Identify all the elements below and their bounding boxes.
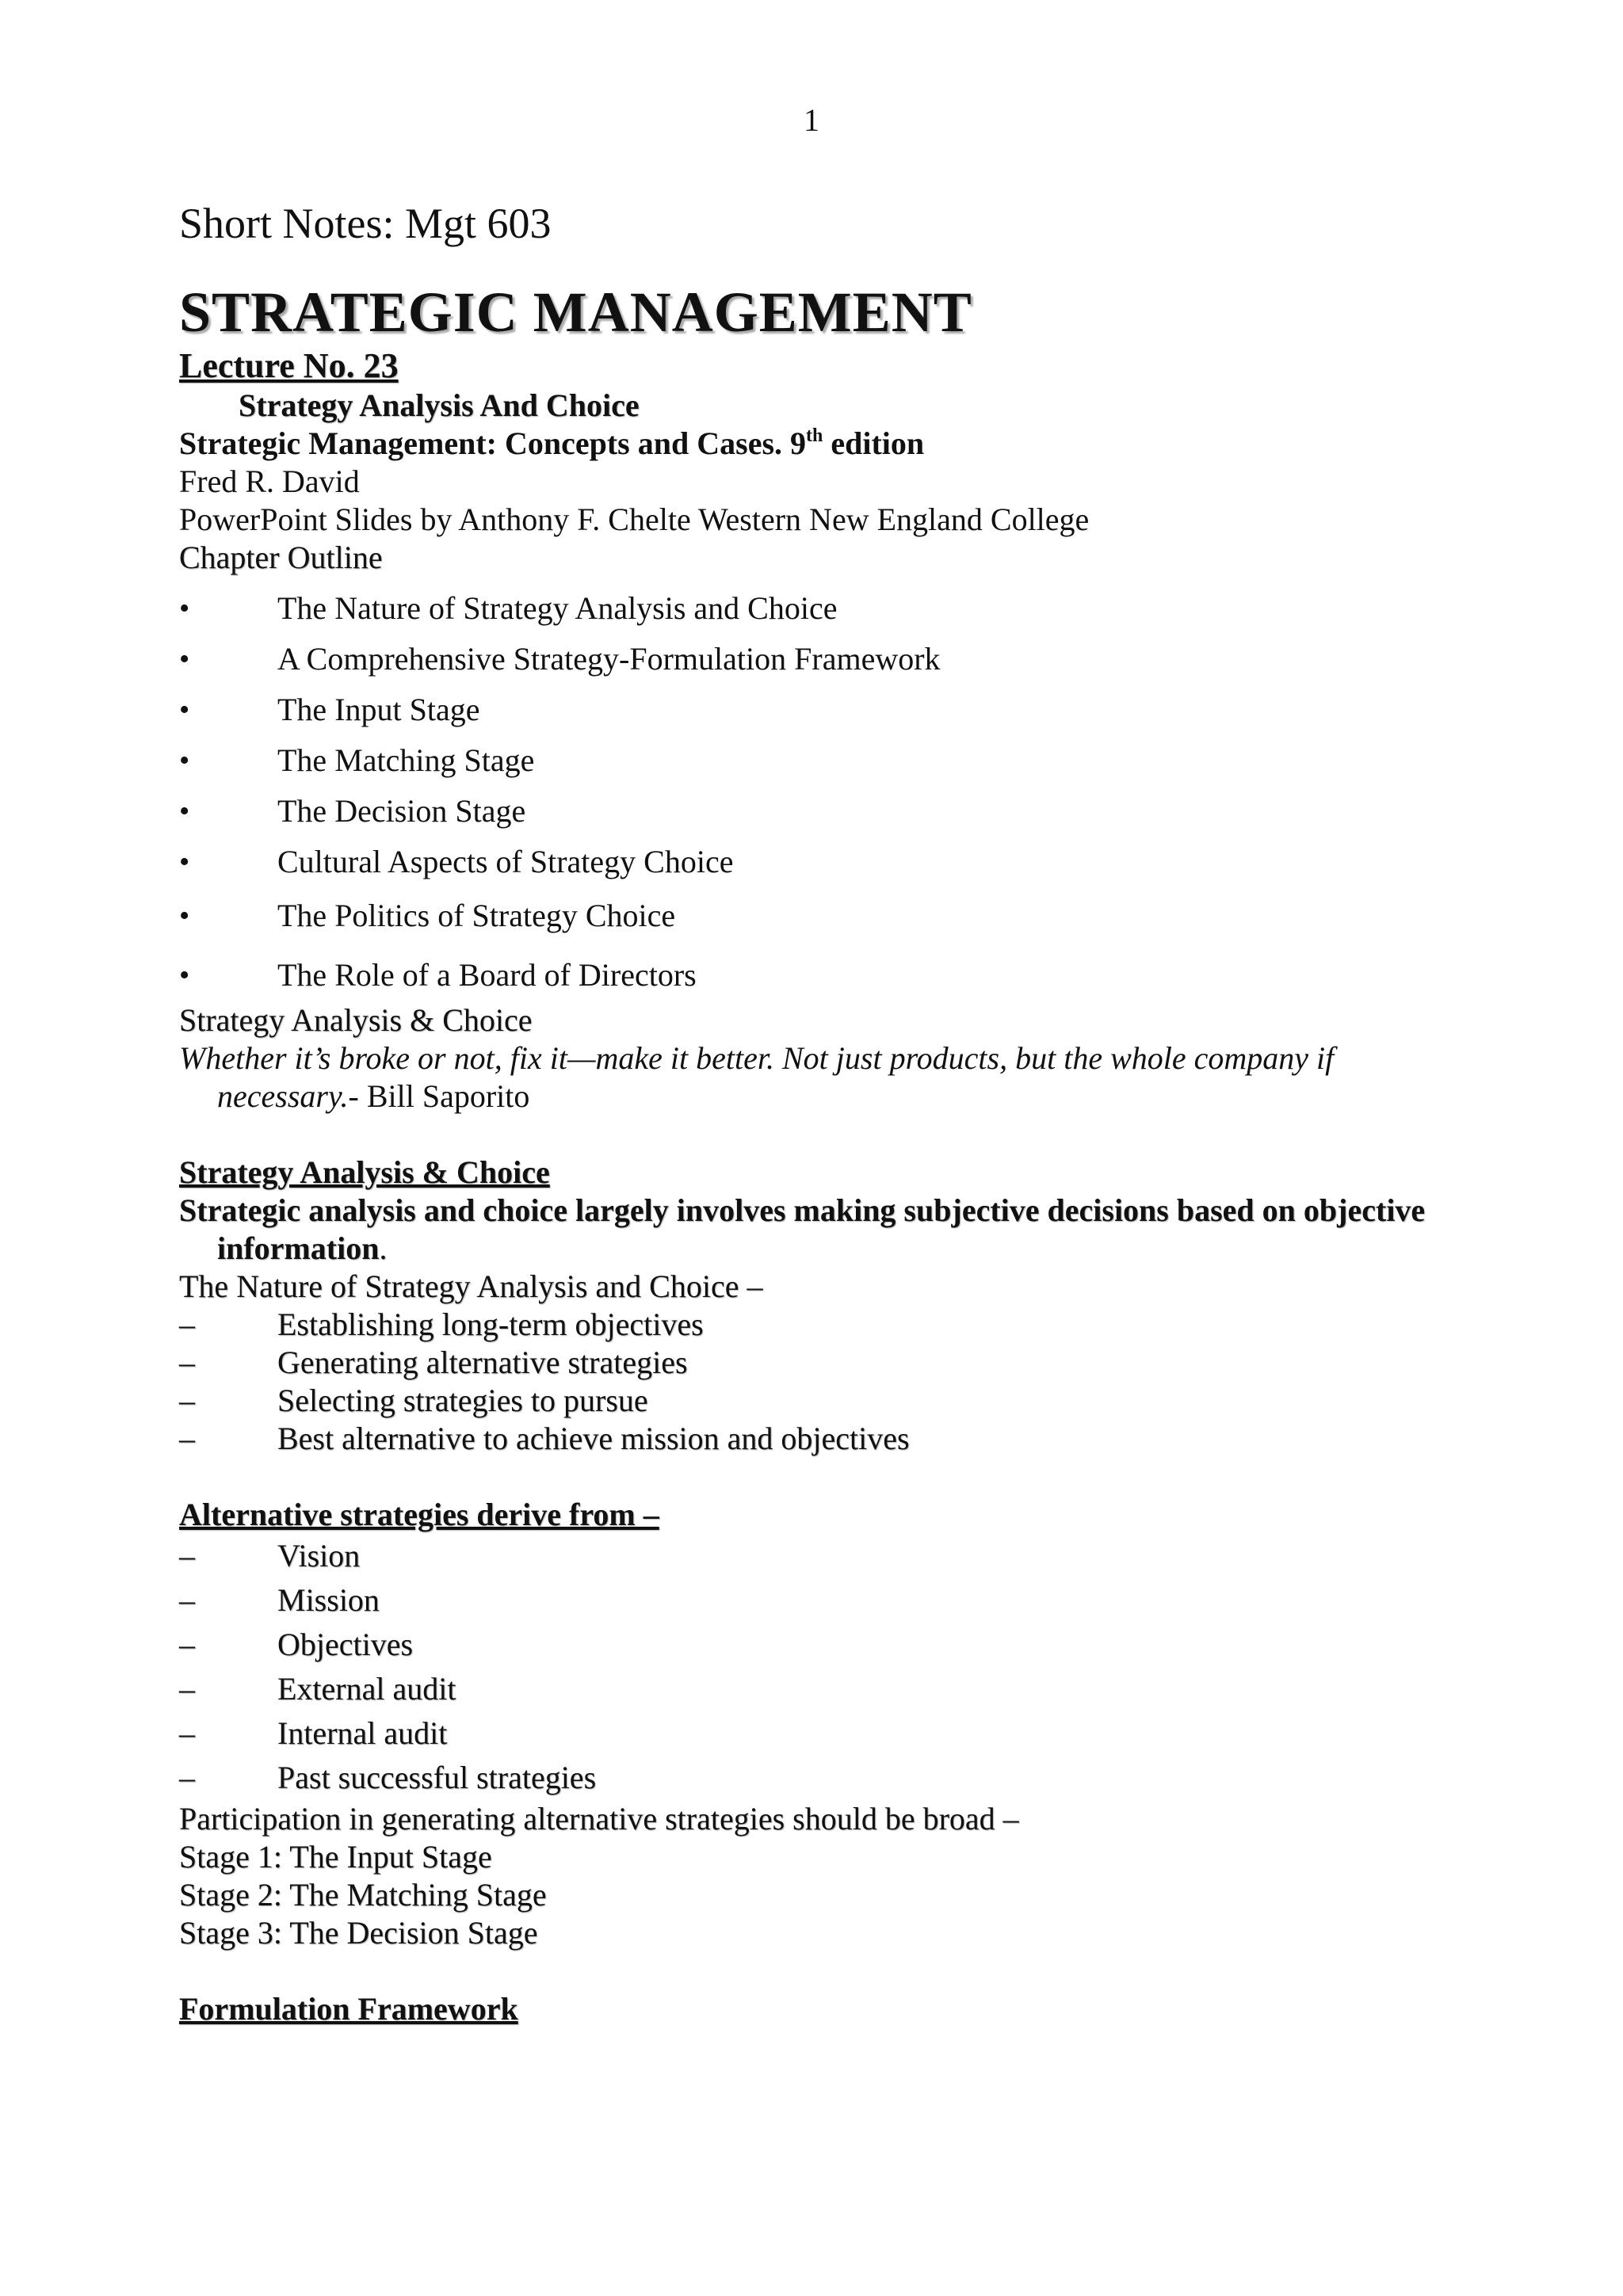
stage-line: Stage 3: The Decision Stage — [179, 1915, 538, 1951]
page-number: 1 — [804, 102, 819, 138]
dash-marker: – — [179, 1715, 195, 1751]
bullet-icon: • — [179, 592, 190, 625]
section-heading-analysis: Strategy Analysis & Choice — [179, 1154, 550, 1190]
alternatives-list — [179, 1534, 1479, 1800]
slides-credit: PowerPoint Slides by Anthony F. Chelte Western New England College — [179, 502, 1090, 537]
book-separator: . 9 — [774, 425, 807, 461]
outline-item: • The Role of a Board of Directors — [179, 944, 1479, 1001]
chapter-outline-list — [179, 583, 1479, 1001]
list-item: – Objectives — [179, 1623, 1479, 1667]
spacer — [179, 1952, 1479, 1990]
outline-item: • The Politics of Strategy Choice — [179, 887, 1479, 944]
dash-marker: – — [179, 1671, 195, 1707]
section-heading-framework: Formulation Framework — [179, 1991, 518, 2027]
participation-line: Participation in generating alternative strategies should be broad – — [179, 1801, 1019, 1836]
quote-author: - Bill Saporito — [348, 1078, 530, 1114]
dash-marker: – — [179, 1760, 195, 1795]
bullet-icon: • — [179, 959, 190, 992]
author-line: Fred R. David — [179, 463, 360, 499]
dash-marker: – — [179, 1344, 195, 1380]
spacer — [179, 1458, 1479, 1496]
outline-item: • The Nature of Strategy Analysis and Choice — [179, 583, 1479, 634]
dash-marker: – — [179, 1538, 195, 1573]
dash-marker: – — [179, 1306, 195, 1342]
list-item: – Mission — [179, 1578, 1479, 1623]
analysis-statement: Strategic analysis and choice largely involves making subjective decisions based on objective information. — [179, 1192, 1426, 1266]
list-item: – External audit — [179, 1667, 1479, 1711]
document-title: STRATEGIC MANAGEMENT — [179, 280, 972, 344]
edition-word: edition — [823, 425, 925, 461]
outline-item: • Cultural Aspects of Strategy Choice — [179, 837, 1479, 887]
short-notes-heading: Short Notes: Mgt 603 — [179, 200, 552, 247]
bullet-icon: • — [179, 899, 190, 933]
bullet-icon: • — [179, 795, 190, 828]
dash-marker: – — [179, 1627, 195, 1662]
list-item: – Internal audit — [179, 1711, 1479, 1756]
outline-item: • The Input Stage — [179, 685, 1479, 735]
stage-line: Stage 2: The Matching Stage — [179, 1877, 547, 1913]
document-body — [179, 198, 1479, 2028]
outline-item: • The Matching Stage — [179, 735, 1479, 786]
list-item: – Past successful strategies — [179, 1756, 1479, 1800]
edition-superscript: th — [806, 425, 823, 446]
book-citation — [179, 425, 1479, 463]
bullet-icon: • — [179, 693, 190, 727]
list-item: – Establishing long-term objectives — [179, 1306, 704, 1342]
dash-marker: – — [179, 1383, 195, 1418]
list-item: – Selecting strategies to pursue — [179, 1383, 648, 1418]
dash-marker: – — [179, 1582, 195, 1618]
lecture-topic: Strategy Analysis And Choice — [239, 387, 640, 423]
bullet-icon: • — [179, 643, 190, 676]
dash-marker: – — [179, 1421, 195, 1456]
list-item: – Vision — [179, 1534, 1479, 1578]
outline-item: • The Decision Stage — [179, 786, 1479, 837]
quote-text: Whether it’s broke or not, fix it—make it better. Not just products, but the whole company if necessary. — [179, 1040, 1335, 1114]
chapter-outline-label: Chapter Outline — [179, 540, 383, 575]
lecture-number: Lecture No. 23 — [179, 346, 399, 385]
nature-intro: The Nature of Strategy Analysis and Choice – — [179, 1268, 763, 1304]
bullet-icon: • — [179, 744, 190, 777]
nature-list — [179, 1306, 1479, 1458]
outline-item: • A Comprehensive Strategy-Formulation Framework — [179, 634, 1479, 685]
book-title: Strategic Management: Concepts and Cases — [179, 425, 775, 461]
section-heading-alternatives: Alternative strategies derive from – — [179, 1497, 659, 1532]
bullet-icon: • — [179, 845, 190, 879]
stage-line: Stage 1: The Input Stage — [179, 1839, 492, 1875]
quote-heading: Strategy Analysis & Choice — [179, 1002, 533, 1038]
list-item: – Best alternative to achieve mission and objectives — [179, 1421, 910, 1456]
quote-block — [179, 1039, 1479, 1116]
list-item: – Generating alternative strategies — [179, 1344, 688, 1380]
spacer — [179, 1116, 1479, 1154]
